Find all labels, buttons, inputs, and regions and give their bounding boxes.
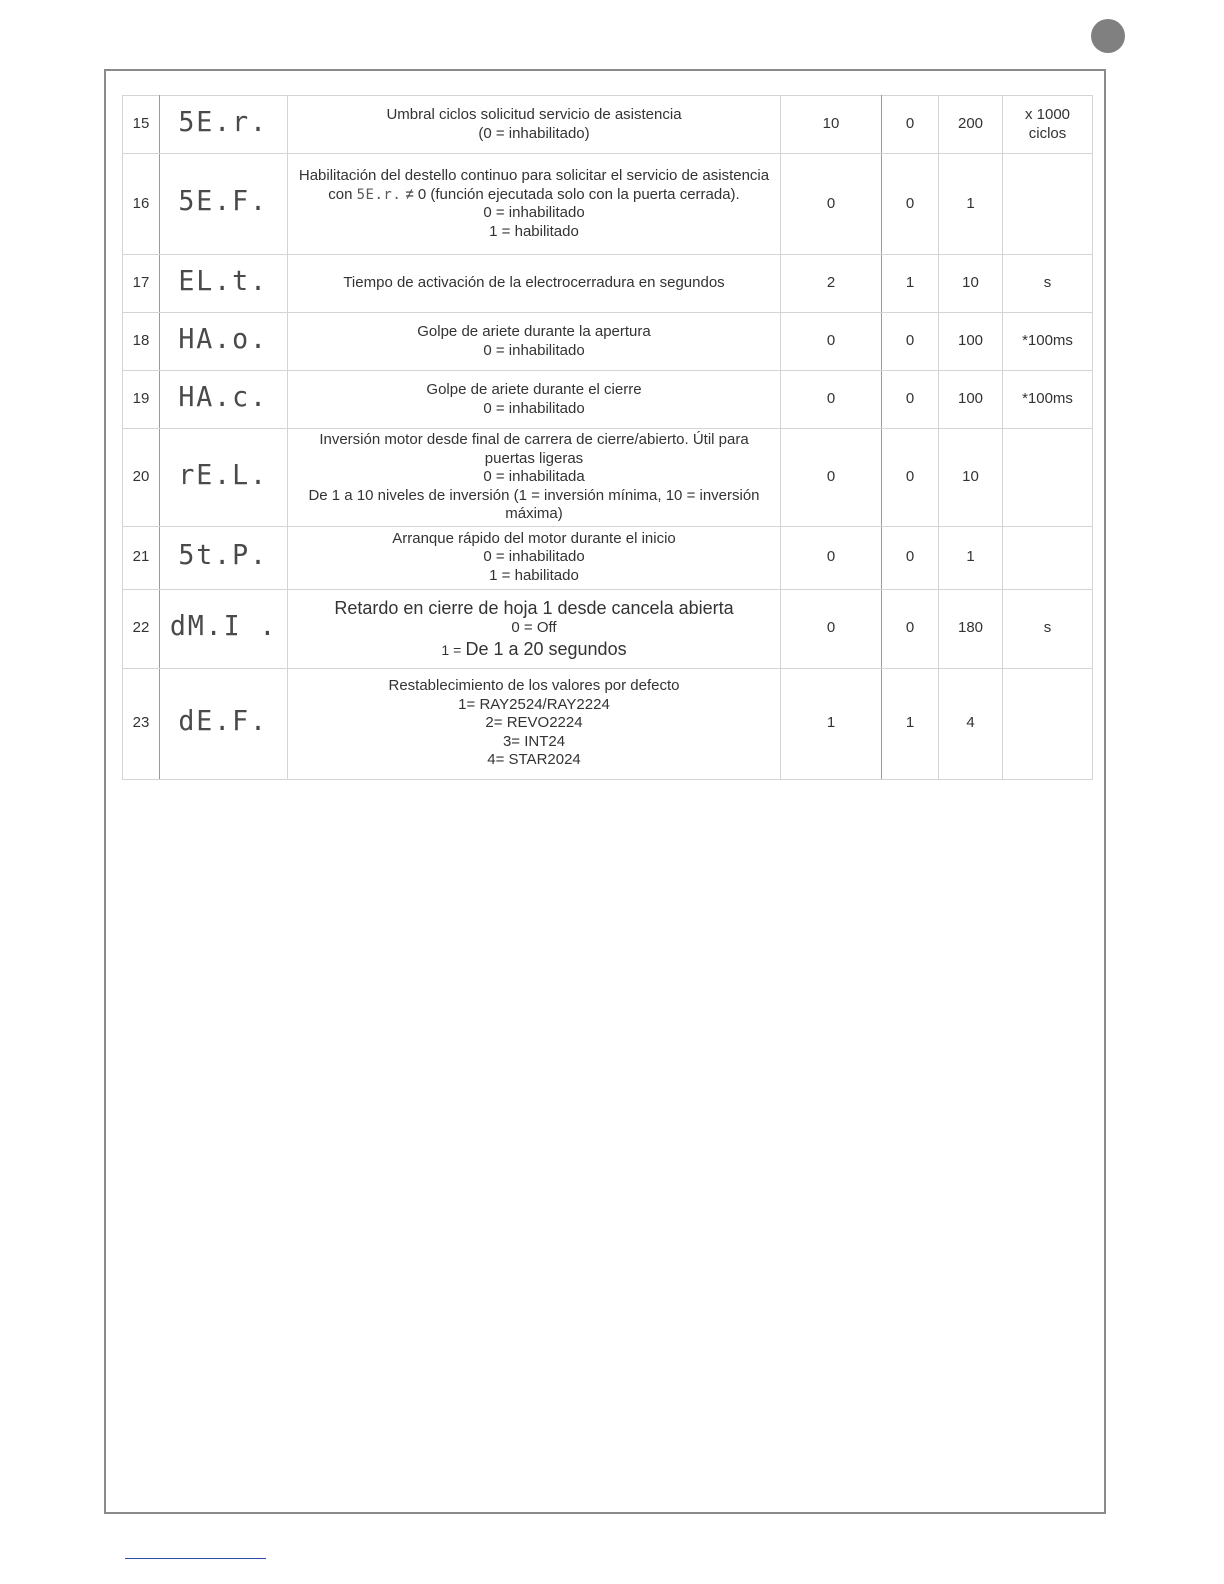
- table-row: [123, 526, 1093, 589]
- description-line: Inversión motor desde final de carrera de cierre/abierto. Útil para puertas ligeras: [319, 431, 749, 467]
- param-description: [288, 429, 781, 527]
- param-min-value: 0: [905, 194, 915, 212]
- param-unit: [1003, 371, 1093, 429]
- param-min-value: 0: [905, 332, 915, 350]
- param-min: [882, 96, 939, 154]
- param-display-code: dE.F.: [178, 703, 269, 737]
- param-default-value: 0: [826, 468, 836, 485]
- param-display-code: EL.t.: [178, 263, 269, 297]
- description-line: 0 = inhabilitada: [483, 468, 585, 485]
- param-display-code: HA.c.: [178, 379, 269, 413]
- description-line: De 1 a 10 niveles de inversión (1 = inversión mínima, 10 = inversión máxima): [308, 486, 760, 522]
- param-description: [288, 371, 781, 429]
- param-min: [882, 313, 939, 371]
- table-row: [123, 429, 1093, 527]
- param-unit-value: s: [1043, 619, 1052, 637]
- param-unit: [1003, 313, 1093, 371]
- param-min-value: 1: [905, 714, 915, 732]
- param-display-code: 5E.F.: [178, 184, 269, 218]
- param-index-value: 16: [132, 194, 150, 212]
- param-code: [160, 589, 288, 668]
- param-unit: [1003, 255, 1093, 313]
- param-index: [123, 313, 160, 371]
- param-index: [123, 255, 160, 313]
- param-default-value: 0: [826, 390, 836, 408]
- param-index: [123, 96, 160, 154]
- description-line: (0 = inhabilitado): [478, 124, 590, 142]
- param-min: [882, 154, 939, 255]
- param-index: [123, 429, 160, 527]
- param-display-code: 5t.P.: [178, 537, 269, 571]
- param-default: [781, 313, 882, 371]
- param-description: [288, 313, 781, 371]
- param-code: [160, 313, 288, 371]
- description-text: ≠ 0 (función ejecutada solo con la puerta cerrada).: [405, 185, 740, 203]
- param-index-value: 19: [132, 390, 150, 408]
- description-title: Retardo en cierre de hoja 1 desde cancela abierta: [334, 598, 734, 618]
- param-index: [123, 526, 160, 589]
- description-line: 0 = inhabilitado: [483, 341, 585, 359]
- param-default: [781, 429, 882, 527]
- param-description: [288, 668, 781, 779]
- param-max-value: 4: [966, 714, 975, 732]
- description-line: 0 = Off: [511, 619, 557, 636]
- param-index-value: 22: [132, 619, 150, 637]
- param-code: [160, 371, 288, 429]
- param-default: [781, 154, 882, 255]
- param-max: [939, 154, 1003, 255]
- param-code: [160, 526, 288, 589]
- description-paragraph: [298, 167, 770, 204]
- param-max: [939, 371, 1003, 429]
- param-code: [160, 429, 288, 527]
- param-unit-value: *100ms: [1022, 390, 1073, 408]
- param-default: [781, 668, 882, 779]
- param-min: [882, 589, 939, 668]
- table-row: [123, 313, 1093, 371]
- param-min-value: 0: [905, 619, 915, 637]
- param-default-value: 0: [826, 332, 836, 350]
- param-max: [939, 589, 1003, 668]
- table-row: [123, 255, 1093, 313]
- description-line: Golpe de ariete durante la apertura: [417, 323, 651, 340]
- param-max: [939, 429, 1003, 527]
- param-default: [781, 96, 882, 154]
- param-index: [123, 668, 160, 779]
- param-default-value: 1: [826, 714, 836, 732]
- footer-link-underline: [125, 1558, 266, 1559]
- param-code: [160, 255, 288, 313]
- description-line: 2= REVO2224: [485, 714, 583, 732]
- param-index: [123, 154, 160, 255]
- param-unit-value: x 1000 ciclos: [1024, 106, 1071, 142]
- param-min: [882, 371, 939, 429]
- param-default: [781, 589, 882, 668]
- table-row: [123, 154, 1093, 255]
- param-description: [288, 96, 781, 154]
- param-index-value: 15: [132, 115, 150, 133]
- description-line: Golpe de ariete durante el cierre: [426, 381, 642, 398]
- page-marker-dot: [1091, 19, 1125, 53]
- param-index: [123, 371, 160, 429]
- description-line: 1 = habilitado: [489, 222, 579, 240]
- param-unit: [1003, 429, 1093, 527]
- param-description: [288, 589, 781, 668]
- inline-display-code: 5E.r.: [356, 186, 402, 203]
- param-index-value: 21: [132, 548, 150, 566]
- description-line: Restablecimiento de los valores por defecto: [388, 677, 680, 695]
- param-unit: [1003, 154, 1093, 255]
- description-line: 3= INT24: [502, 732, 566, 750]
- param-max-value: 10: [962, 274, 979, 292]
- param-display-code: dM.I .: [169, 608, 278, 642]
- description-line: Umbral ciclos solicitud servicio de asistencia: [386, 106, 682, 123]
- param-index-value: 17: [132, 274, 150, 292]
- description-line: 0 = inhabilitado: [483, 204, 585, 221]
- param-min: [882, 255, 939, 313]
- param-index: [123, 589, 160, 668]
- param-min-value: 0: [905, 115, 915, 133]
- param-max-value: 100: [957, 390, 984, 408]
- description-line: [293, 638, 775, 661]
- table-row: [123, 668, 1093, 779]
- param-index-value: 18: [132, 332, 150, 350]
- param-unit-value: s: [1043, 274, 1052, 292]
- description-line: 1= RAY2524/RAY2224: [458, 695, 610, 713]
- param-min-value: 1: [905, 274, 915, 292]
- param-display-code: 5E.r.: [178, 104, 269, 138]
- param-unit: [1003, 589, 1093, 668]
- description-line: Tiempo de activación de la electrocerradura en segundos: [343, 274, 725, 292]
- param-default: [781, 255, 882, 313]
- description-text: Habilitación del destello continuo para solicitar el servicio de asistencia con: [298, 167, 770, 203]
- param-max: [939, 255, 1003, 313]
- description-line: Arranque rápido del motor durante el inicio: [392, 529, 676, 547]
- param-default-value: 10: [822, 115, 840, 133]
- param-max-value: 200: [957, 115, 984, 133]
- param-min: [882, 668, 939, 779]
- param-unit: [1003, 668, 1093, 779]
- param-max: [939, 313, 1003, 371]
- param-max-value: 1: [966, 194, 975, 212]
- param-display-code: rE.L.: [178, 457, 269, 491]
- table-row: [123, 589, 1093, 668]
- param-max: [939, 96, 1003, 154]
- table-row: [123, 96, 1093, 154]
- parameters-table: [122, 95, 1093, 780]
- description-line: 1 = habilitado: [489, 566, 579, 584]
- param-default-value: 0: [826, 619, 836, 637]
- param-max: [939, 668, 1003, 779]
- param-code: [160, 96, 288, 154]
- param-default-value: 2: [826, 274, 836, 292]
- param-default: [781, 526, 882, 589]
- table-row: [123, 371, 1093, 429]
- param-min-value: 0: [905, 548, 915, 566]
- param-description: [288, 154, 781, 255]
- param-max-value: 10: [962, 468, 979, 485]
- param-code: [160, 668, 288, 779]
- param-min: [882, 429, 939, 527]
- param-default-value: 0: [826, 548, 836, 566]
- description-text: De 1 a 20 segundos: [465, 638, 627, 659]
- param-min-value: 0: [905, 390, 915, 408]
- param-default: [781, 371, 882, 429]
- param-max-value: 1: [966, 548, 975, 566]
- param-unit: [1003, 96, 1093, 154]
- param-index-value: 20: [132, 468, 150, 485]
- param-unit: [1003, 526, 1093, 589]
- param-index-value: 23: [132, 714, 150, 732]
- param-unit-value: *100ms: [1022, 332, 1073, 350]
- description-line: 4= STAR2024: [487, 751, 581, 769]
- description-prefix: 1 =: [441, 641, 462, 658]
- param-min: [882, 526, 939, 589]
- description-line: 0 = inhabilitado: [483, 399, 585, 417]
- param-max-value: 180: [957, 619, 984, 637]
- description-line: 0 = inhabilitado: [483, 548, 585, 566]
- param-default-value: 0: [826, 194, 836, 212]
- param-description: [288, 255, 781, 313]
- param-max-value: 100: [957, 332, 984, 350]
- param-min-value: 0: [905, 468, 915, 485]
- param-code: [160, 154, 288, 255]
- param-max: [939, 526, 1003, 589]
- param-description: [288, 526, 781, 589]
- param-display-code: HA.o.: [178, 321, 269, 355]
